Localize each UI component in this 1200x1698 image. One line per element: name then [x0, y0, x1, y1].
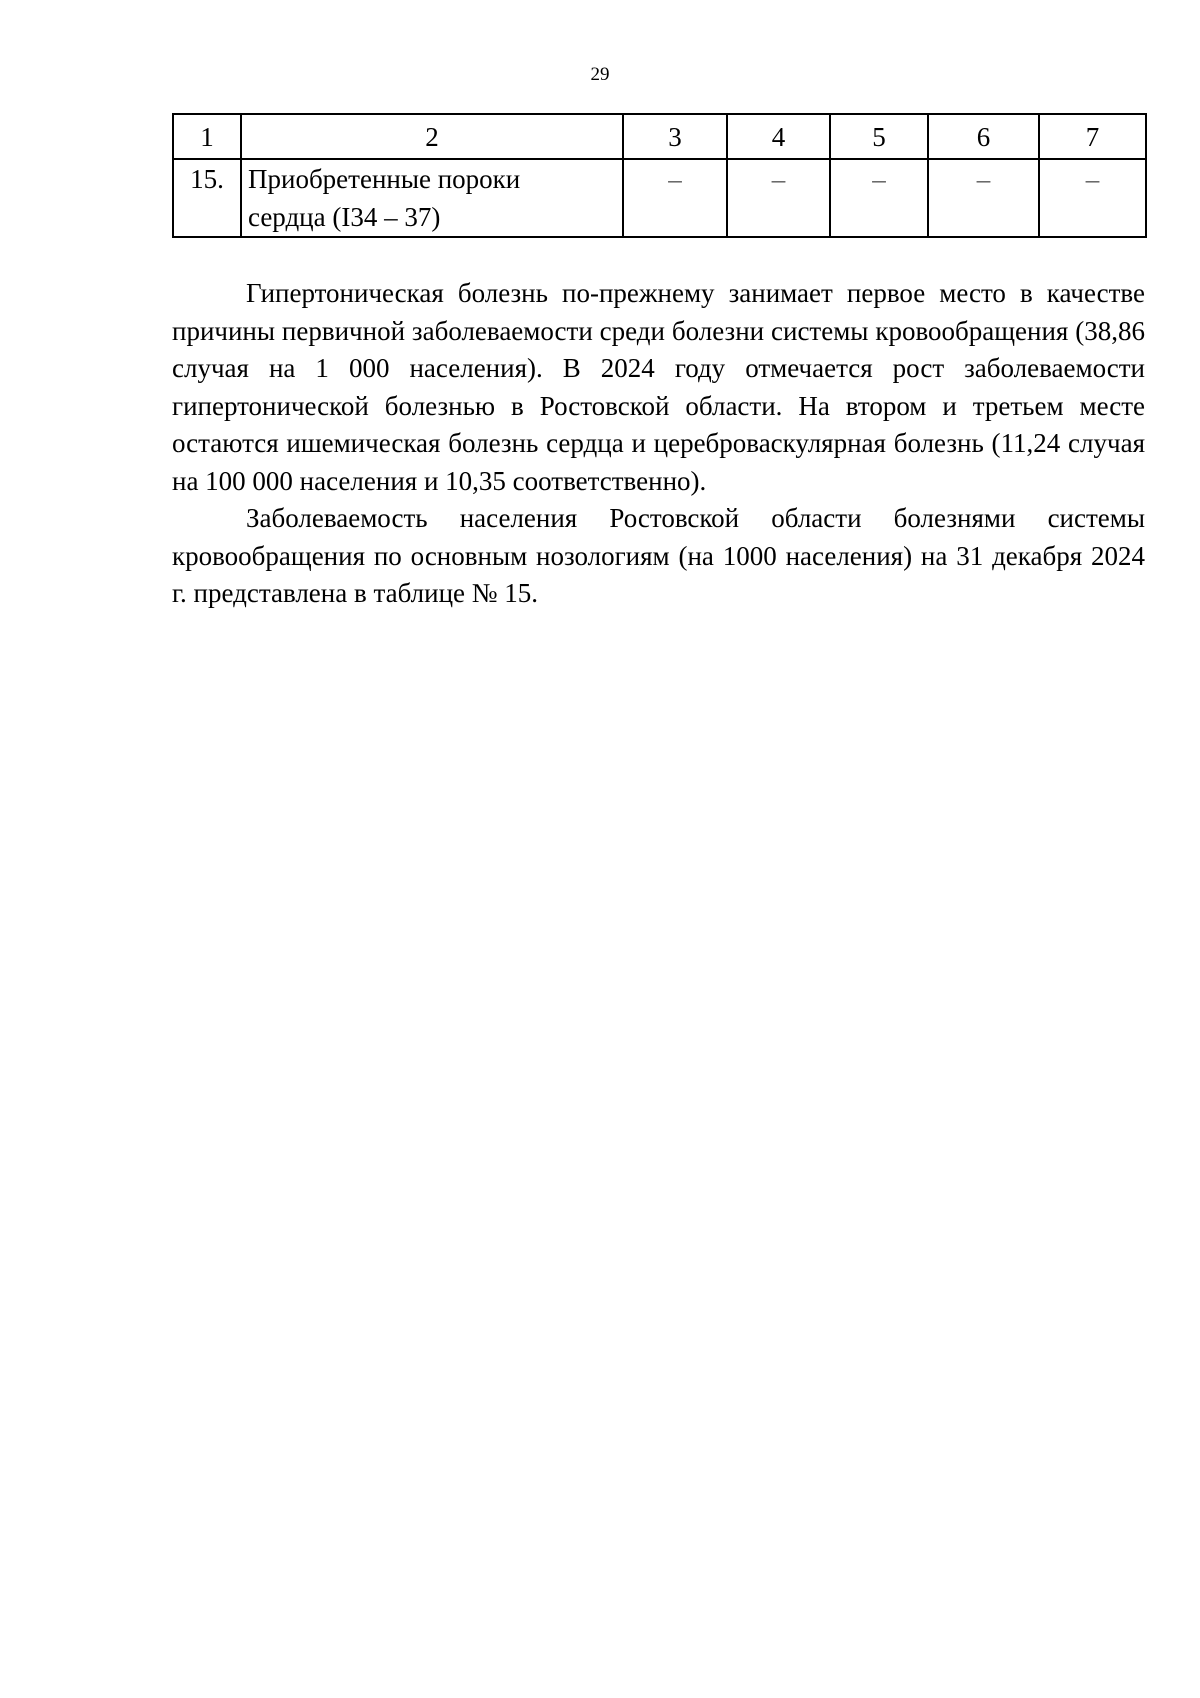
table-header-cell: 3	[623, 114, 727, 159]
table-header-cell: 6	[928, 114, 1039, 159]
row-value-cell: –	[727, 159, 830, 237]
row-name-line: сердца (I34 – 37)	[248, 202, 441, 232]
table-header-cell: 1	[173, 114, 241, 159]
table-row	[173, 159, 1146, 237]
paragraph: Гипертоническая болезнь по-прежнему занимает первое место в качестве причины первичной заболеваемости среди болезни системы кровообращения (38,86 случая на 1 000 населения). В 2024 году отмечается рост заболеваемости гипертонической болезнью в Ростовской области. На втором и третьем месте остаются ишемическая болезнь сердца и цереброваскулярная болезнь (11,24 случая на 100 000 населения и 10,35 соответственно).	[172, 278, 1145, 496]
paragraph: Заболеваемость населения Ростовской области болезнями системы кровообращения по основным нозологиям (на 1000 населения) на 31 декабря 2024 г. представлена в таблице № 15.	[172, 503, 1145, 608]
table-header-cell: 5	[830, 114, 928, 159]
body-text	[172, 275, 1145, 613]
row-name-line: Приобретенные пороки	[248, 164, 521, 194]
table-header-row	[173, 114, 1146, 159]
row-value-cell: –	[623, 159, 727, 237]
row-value-cell: –	[830, 159, 928, 237]
page-number: 29	[590, 64, 610, 85]
row-name-cell	[241, 159, 623, 237]
table-header-cell: 2	[241, 114, 623, 159]
table-header-cell: 4	[727, 114, 830, 159]
row-number-cell: 15.	[173, 159, 241, 237]
disease-table	[172, 113, 1147, 238]
row-value-cell: –	[1039, 159, 1146, 237]
row-value-cell: –	[928, 159, 1039, 237]
table-header-cell: 7	[1039, 114, 1146, 159]
